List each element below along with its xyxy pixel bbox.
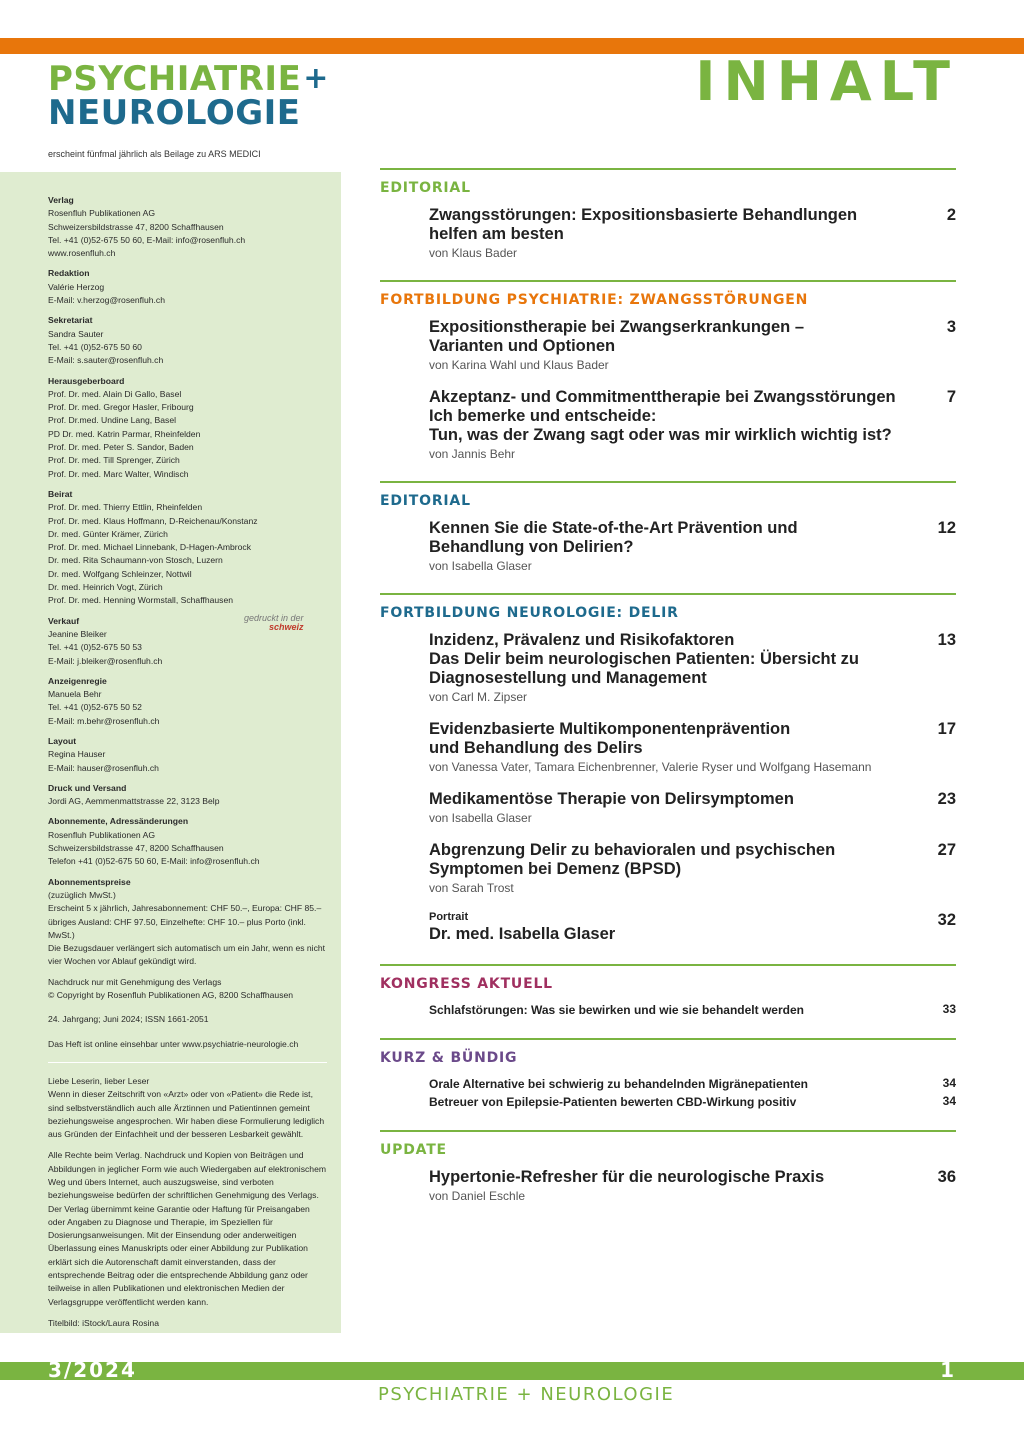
imprint-line: E-Mail: m.behr@rosenfluh.ch: [48, 715, 160, 726]
toc-entry-title[interactable]: Kennen Sie die State-of-the-Art Prävention und Behandlung von Delirien?: [429, 519, 798, 556]
footer-title: PSYCHIATRIE + NEUROLOGIE: [378, 1384, 675, 1405]
imprint-line: Dr. med. Günter Krämer, Zürich: [48, 528, 168, 539]
imprint-line: Prof. Dr. med. Henning Wormstall, Schaffhausen: [48, 595, 234, 606]
logo-plus: +: [303, 61, 329, 96]
logo-line-2: NEUROLOGIE: [48, 93, 301, 133]
printed-in-switzerland-badge: gedruckt in der schweiz: [244, 613, 304, 632]
toc-entry-author: von Karina Wahl und Klaus Bader: [429, 358, 609, 372]
imprint-heading: Abonnemente, Adressänderungen: [48, 816, 189, 827]
imprint-line: Prof. Dr. med. Marc Walter, Windisch: [48, 468, 189, 479]
imprint-paragraphs: [48, 1075, 327, 1330]
toc-section: [380, 168, 956, 260]
imprint-paragraph: Alle Rechte beim Verlag. Nachdruck und Kopien von Beiträgen und Abbildungen in jeglicher Form wie auch Wiedergaben auf elektronischem Weg und übers Internet, auch auszugsweise, sind verboten beziehungsweise bedürfen der schriftlichen Genehmigung des Verlags. Der Verlag übernimmt keine Garantie oder Haftung für Preisangaben oder Angaben zu Diagnose und Therapie, im Speziellen für Dosierungsanweisungen. Mit der Einsendung oder anderweitigen Überlassung eines Manuskripts oder einer Abbildung zur Publikation erklärt sich die Autorenschaft damit einverstanden, dass der entsprechende Beitrag oder die entsprechende Abbildung ganz oder teilweise in allen Publikationen und elektronischen Medien der Verlagsgruppe veröffentlicht werden kann.: [48, 1150, 327, 1307]
toc-entry[interactable]: [429, 388, 956, 461]
toc-entry-page: 17: [937, 720, 956, 738]
section-label: UPDATE: [380, 1142, 447, 1158]
imprint-line: Tel. +41 (0)52-675 50 53: [48, 642, 142, 653]
toc-entry-title[interactable]: Orale Alternative bei schwierig zu behandelnden Migränepatienten: [429, 1077, 808, 1091]
imprint-notes: [48, 976, 327, 1051]
imprint-block: [48, 675, 327, 728]
imprint-heading: Layout: [48, 735, 77, 746]
toc-entry-page: 34: [942, 1094, 956, 1108]
imprint-line: Rosenfluh Publikationen AG: [48, 208, 156, 219]
imprint-blocks: [48, 194, 327, 969]
sidebar-divider: [48, 1062, 327, 1063]
toc-entry-title[interactable]: Dr. med. Isabella Glaser: [429, 925, 616, 943]
imprint-line: Dr. med. Wolfgang Schleinzer, Nottwil: [48, 568, 192, 579]
page-heading: INHALT: [695, 50, 958, 113]
imprint-heading: Verkauf: [48, 615, 80, 626]
toc-entry-page: 34: [942, 1076, 956, 1090]
imprint-block: [48, 735, 327, 775]
toc-entry-text: [429, 206, 909, 260]
imprint-line: Telefon +41 (0)52-675 50 60, E-Mail: info@rosenfluh.ch: [48, 856, 260, 867]
imprint-heading: Abonnementspreise: [48, 876, 131, 887]
imprint-block: [48, 314, 327, 367]
section-label: KONGRESS AKTUELL: [380, 976, 553, 992]
imprint-line: Prof. Dr. med. Klaus Hoffmann, D-Reichenau/Konstanz: [48, 515, 258, 526]
imprint-block: [48, 815, 327, 868]
imprint-line: vier Wochen vor Ablauf gekündigt wird.: [48, 956, 197, 967]
toc-entry-text: [429, 841, 909, 895]
toc-section: [380, 481, 956, 573]
toc-entry-text: [429, 720, 909, 774]
section-label: EDITORIAL: [380, 493, 471, 509]
toc-section: [380, 1130, 956, 1203]
imprint-line: E-Mail: v.herzog@rosenfluh.ch: [48, 295, 165, 306]
toc-entry-author: von Vanessa Vater, Tamara Eichenbrenner, Valerie Ryser und Wolfgang Hasemann: [429, 760, 872, 774]
toc-entry[interactable]: [429, 1002, 956, 1018]
toc-entry-text: [429, 1168, 909, 1203]
toc-entry-author: von Isabella Glaser: [429, 559, 532, 573]
toc-entry-author: von Carl M. Zipser: [429, 690, 528, 704]
imprint-line: Prof. Dr.med. Undine Lang, Basel: [48, 415, 177, 426]
toc-entry-page: 36: [937, 1168, 956, 1186]
imprint-block: [48, 782, 327, 809]
toc-section: [380, 964, 956, 1018]
imprint-block: [48, 267, 327, 307]
imprint-line: Jeanine Bleiker: [48, 628, 107, 639]
toc-entry-text: [429, 318, 909, 372]
imprint-line: Jordi AG, Aemmenmattstrasse 22, 3123 Belp: [48, 796, 220, 807]
imprint-block: [48, 194, 327, 260]
toc-entry[interactable]: [429, 790, 956, 825]
toc-entry-author: von Klaus Bader: [429, 246, 518, 260]
imprint-heading: Anzeigenregie: [48, 675, 107, 686]
imprint-line: (zuzüglich MwSt.): [48, 889, 116, 900]
imprint-paragraph: Liebe Leserin, lieber Leser Wenn in dieser Zeitschrift von «Arzt» oder von «Patient» die Rede ist, sind selbstverständlich auch alle Ärztinnen und Patientinnen gemeint beziehungsweise angesprochen. Wir haben diese Formulierung lediglich aus Gründen der Einfachheit und der besseren Lesbarkeit gewählt.: [48, 1075, 325, 1140]
toc-entry-text: [429, 790, 909, 825]
toc-entry-kicker: Portrait: [429, 911, 469, 923]
toc-section: [380, 1038, 956, 1110]
tagline: erscheint fünfmal jährlich als Beilage zu ARS MEDICI: [48, 149, 261, 159]
imprint-note: Nachdruck nur mit Genehmigung des Verlags © Copyright by Rosenfluh Publikationen AG, 8200 Schaffhausen: [48, 976, 294, 1001]
imprint-line: Prof. Dr. med. Thierry Ettlin, Rheinfelden: [48, 502, 203, 513]
imprint-line: Dr. med. Rita Schaumann-von Stosch, Luzern: [48, 555, 223, 566]
imprint-heading: Verlag: [48, 195, 74, 205]
imprint-note: 24. Jahrgang; Juni 2024; ISSN 1661-2051: [48, 1014, 209, 1025]
toc-entry-page: 3: [946, 318, 956, 336]
imprint-line: Prof. Dr. med. Peter S. Sandor, Baden: [48, 442, 194, 453]
toc-section: [380, 280, 956, 461]
imprint-heading: Redaktion: [48, 268, 90, 279]
toc-entry-page: 13: [937, 631, 956, 649]
imprint-heading: Beirat: [48, 488, 73, 499]
toc-entry-author: von Isabella Glaser: [429, 811, 532, 825]
table-of-contents: [380, 168, 956, 1223]
toc-entry[interactable]: [429, 1168, 956, 1203]
imprint-line: Prof. Dr. med. Alain Di Gallo, Basel: [48, 388, 182, 399]
toc-entry-title[interactable]: Evidenzbasierte Multikomponentenprävention und Behandlung des Delirs: [429, 720, 791, 757]
imprint-line: E-Mail: s.sauter@rosenfluh.ch: [48, 355, 164, 366]
imprint-line: Sandra Sauter: [48, 328, 104, 339]
toc-entry[interactable]: [429, 720, 956, 774]
imprint-line: Regina Hauser: [48, 749, 106, 760]
imprint-line: Tel. +41 (0)52-675 50 52: [48, 702, 142, 713]
toc-entry[interactable]: [429, 318, 956, 372]
imprint-line: Prof. Dr. med. Till Sprenger, Zürich: [48, 455, 180, 466]
toc-entry-author: von Daniel Eschle: [429, 1189, 526, 1203]
imprint-line: Tel. +41 (0)52-675 50 60: [48, 341, 142, 352]
imprint-heading: Sekretariat: [48, 315, 93, 326]
imprint-line: Dr. med. Heinrich Vogt, Zürich: [48, 582, 163, 593]
imprint-block: [48, 375, 327, 481]
section-label: EDITORIAL: [380, 180, 471, 196]
toc-entry-title[interactable]: Expositionstherapie bei Zwangserkrankungen – Varianten und Optionen: [429, 318, 805, 355]
imprint-sidebar: [0, 172, 341, 1333]
toc-entry-title[interactable]: Abgrenzung Delir zu behavioralen und psychischen Symptomen bei Demenz (BPSD): [429, 841, 836, 878]
bottom-accent-bar: [0, 1362, 1024, 1380]
section-label: KURZ & BÜNDIG: [380, 1050, 518, 1066]
toc-entry-page: 32: [937, 911, 956, 929]
logo-line-1: PSYCHIATRIE: [48, 59, 302, 99]
imprint-note: Das Heft ist online einsehbar unter www.psychiatrie-neurologie.ch: [48, 1038, 299, 1049]
imprint-paragraph: Titelbild: iStock/Laura Rosina: [48, 1317, 159, 1328]
imprint-block: [48, 488, 327, 608]
toc-entry-text: [429, 911, 909, 944]
toc-section: [380, 593, 956, 944]
toc-entry-author: von Sarah Trost: [429, 881, 514, 895]
toc-entry-text: [429, 1076, 909, 1092]
imprint-line: übriges Ausland: CHF 97.50, Einzelhefte: CHF 10.– plus Porto (inkl. MwSt.): [48, 916, 306, 940]
imprint-heading: Druck und Versand: [48, 782, 127, 793]
toc-entry-title[interactable]: Inzidenz, Prävalenz und Risikofaktoren Das Delir beim neurologischen Patienten: Übersicht zu Diagnosestellung und Management: [429, 631, 860, 687]
toc-entry-page: 23: [937, 790, 956, 808]
toc-entry-title[interactable]: Zwangsstörungen: Expositionsbasierte Behandlungen helfen am besten: [429, 206, 858, 243]
toc-entry-title[interactable]: Betreuer von Epilepsie-Patienten bewerten CBD-Wirkung positiv: [429, 1095, 797, 1109]
imprint-line: Prof. Dr. med. Michael Linnebank, D-Hagen-Ambrock: [48, 542, 251, 553]
magazine-logo: [48, 59, 329, 133]
section-label: FORTBILDUNG PSYCHIATRIE: ZWANGSSTÖRUNGEN: [380, 292, 809, 308]
imprint-line: Manuela Behr: [48, 689, 102, 700]
toc-entry[interactable]: [429, 911, 956, 944]
toc-entry-title[interactable]: Medikamentöse Therapie von Delirsymptomen: [429, 790, 794, 808]
toc-entry-page: 7: [946, 388, 956, 406]
toc-entry[interactable]: [429, 631, 956, 704]
page-number: 1: [940, 1358, 954, 1382]
imprint-line: E-Mail: hauser@rosenfluh.ch: [48, 762, 159, 773]
toc-entry-text: [429, 519, 909, 573]
imprint-line: E-Mail: j.bleiker@rosenfluh.ch: [48, 655, 163, 666]
toc-entry-author: von Jannis Behr: [429, 447, 516, 461]
toc-entry-page: 27: [937, 841, 956, 859]
toc-entry-page: 12: [937, 519, 956, 537]
imprint-line: Prof. Dr. med. Gregor Hasler, Fribourg: [48, 402, 194, 413]
toc-entry-text: [429, 388, 909, 461]
issue-number: 3/2024: [48, 1358, 137, 1382]
imprint-line: Schweizersbildstrasse 47, 8200 Schaffhausen: [48, 221, 224, 232]
imprint-line: Valérie Herzog: [48, 281, 105, 292]
toc-entry-text: [429, 1002, 909, 1018]
imprint-line: Erscheint 5 x jährlich, Jahresabonnement: CHF 50.–, Europa: CHF 85.–: [48, 903, 322, 914]
imprint-line: Tel. +41 (0)52-675 50 60, E-Mail: info@rosenfluh.ch: [48, 234, 246, 245]
toc-entry-title[interactable]: Akzeptanz- und Commitmenttherapie bei Zwangsstörungen Ich bemerke und entscheide: Tun, was der Zwang sagt oder was mir wirklich wichtig ist?: [429, 388, 896, 444]
toc-entry[interactable]: [429, 206, 956, 260]
imprint-line: www.rosenfluh.ch: [48, 248, 116, 259]
toc-entry-title[interactable]: Hypertonie-Refresher für die neurologische Praxis: [429, 1168, 825, 1186]
toc-entry[interactable]: [429, 1094, 956, 1110]
section-label: FORTBILDUNG NEUROLOGIE: DELIR: [380, 605, 679, 621]
toc-entry-text: [429, 1094, 909, 1110]
toc-entry[interactable]: [429, 841, 956, 895]
toc-entry[interactable]: [429, 1076, 956, 1092]
imprint-line: Schweizersbildstrasse 47, 8200 Schaffhausen: [48, 843, 224, 854]
toc-entry-page: 2: [946, 206, 956, 224]
toc-entry-title[interactable]: Schlafstörungen: Was sie bewirken und wie sie behandelt werden: [429, 1003, 804, 1017]
imprint-line: Die Bezugsdauer verlängert sich automatisch um ein Jahr, wenn es nicht: [48, 943, 326, 954]
imprint-line: Rosenfluh Publikationen AG: [48, 829, 156, 840]
toc-entry-text: [429, 631, 909, 704]
imprint-line: PD Dr. med. Katrin Parmar, Rheinfelden: [48, 428, 201, 439]
toc-entry[interactable]: [429, 519, 956, 573]
toc-entry-page: 33: [942, 1002, 956, 1016]
imprint-block: [48, 876, 327, 969]
imprint-heading: Herausgeberboard: [48, 375, 125, 386]
